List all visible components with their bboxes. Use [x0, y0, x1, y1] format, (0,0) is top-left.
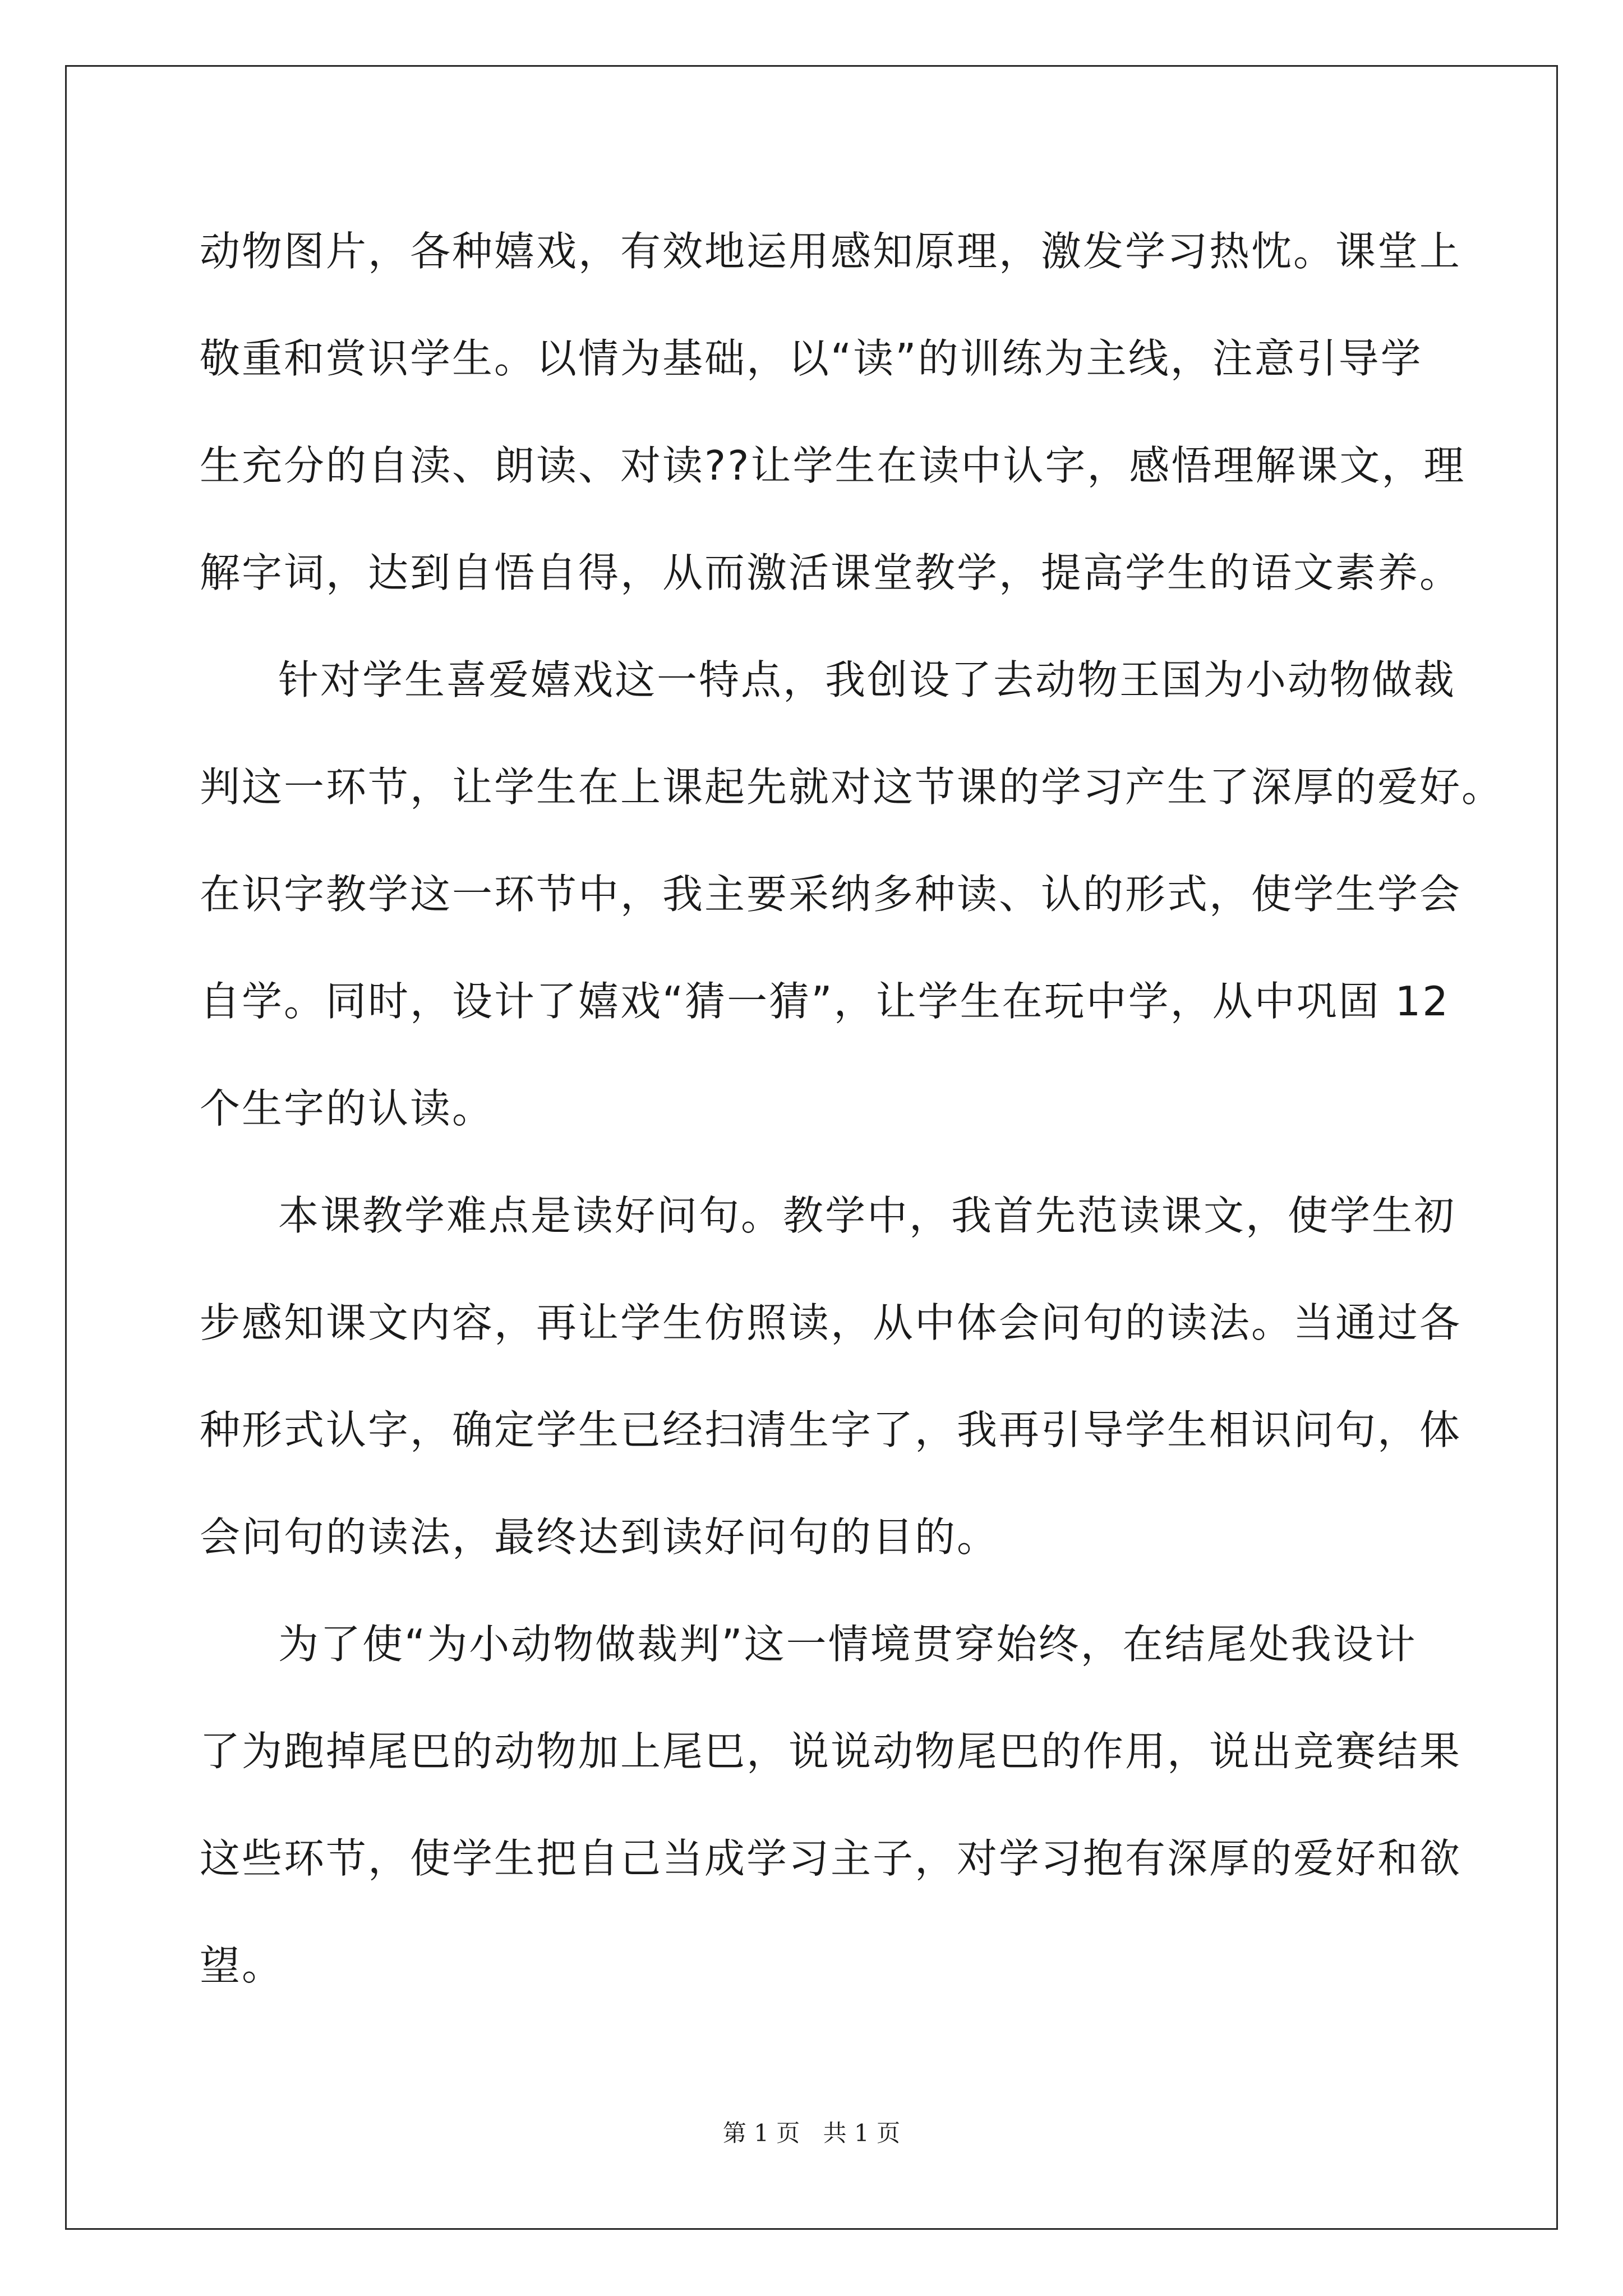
text-line: 了为跑掉尾巴的动物加上尾巴，说说动物尾巴的作用，说出竞赛结果	[200, 1728, 1462, 1775]
text-line: 判这一环节，让学生在上课起先就对这节课的学习产生了深厚的爱好。	[200, 763, 1504, 811]
text-line: 在识字教学这一环节中，我主要采纳多种读、认的形式，使学生学会	[200, 871, 1462, 918]
text-line: 敬重和赏识学生。以情为基础，以“读”的训练为主线，注意引导学	[200, 335, 1423, 382]
page-footer	[0, 2115, 1623, 2148]
text-line: 解字词，达到自悟自得，从而激活课堂教学，提高学生的语文素养。	[200, 549, 1462, 596]
text-line: 种形式认字，确定学生已经扫清生字了，我再引导学生相识问句，体	[200, 1406, 1462, 1453]
page-border	[65, 65, 1558, 2230]
text-line: 这些环节，使学生把自己当成学习主子，对学习抱有深厚的爱好和欲	[200, 1835, 1462, 1882]
page-total: 共 1 页	[823, 2119, 901, 2147]
paragraph-start-line: 本课教学难点是读好问句。教学中，我首先范读课文，使学生初	[278, 1192, 1456, 1239]
text-line: 生充分的自渎、朗读、对读??让学生在读中认字，感悟理解课文，理	[200, 442, 1466, 489]
text-line: 动物图片，各种嬉戏，有效地运用感知原理，激发学习热忱。课堂上	[200, 228, 1462, 275]
text-line: 个生字的认读。	[200, 1085, 495, 1132]
text-line: 望。	[200, 1942, 284, 1989]
text-line: 自学。同时，设计了嬉戏“猜一猜”，让学生在玩中学，从中巩固 12	[200, 978, 1450, 1025]
paragraph-start-line: 为了使“为小动物做裁判”这一情境贯穿始终，在结尾处我设计	[278, 1621, 1417, 1668]
page-number: 第 1 页	[722, 2119, 800, 2147]
text-line: 步感知课文内容，再让学生仿照读，从中体会问句的读法。当通过各	[200, 1299, 1462, 1346]
text-line: 会问句的读法，最终达到读好问句的目的。	[200, 1513, 999, 1561]
paragraph-start-line: 针对学生喜爱嬉戏这一特点，我创设了去动物王国为小动物做裁	[278, 656, 1456, 703]
